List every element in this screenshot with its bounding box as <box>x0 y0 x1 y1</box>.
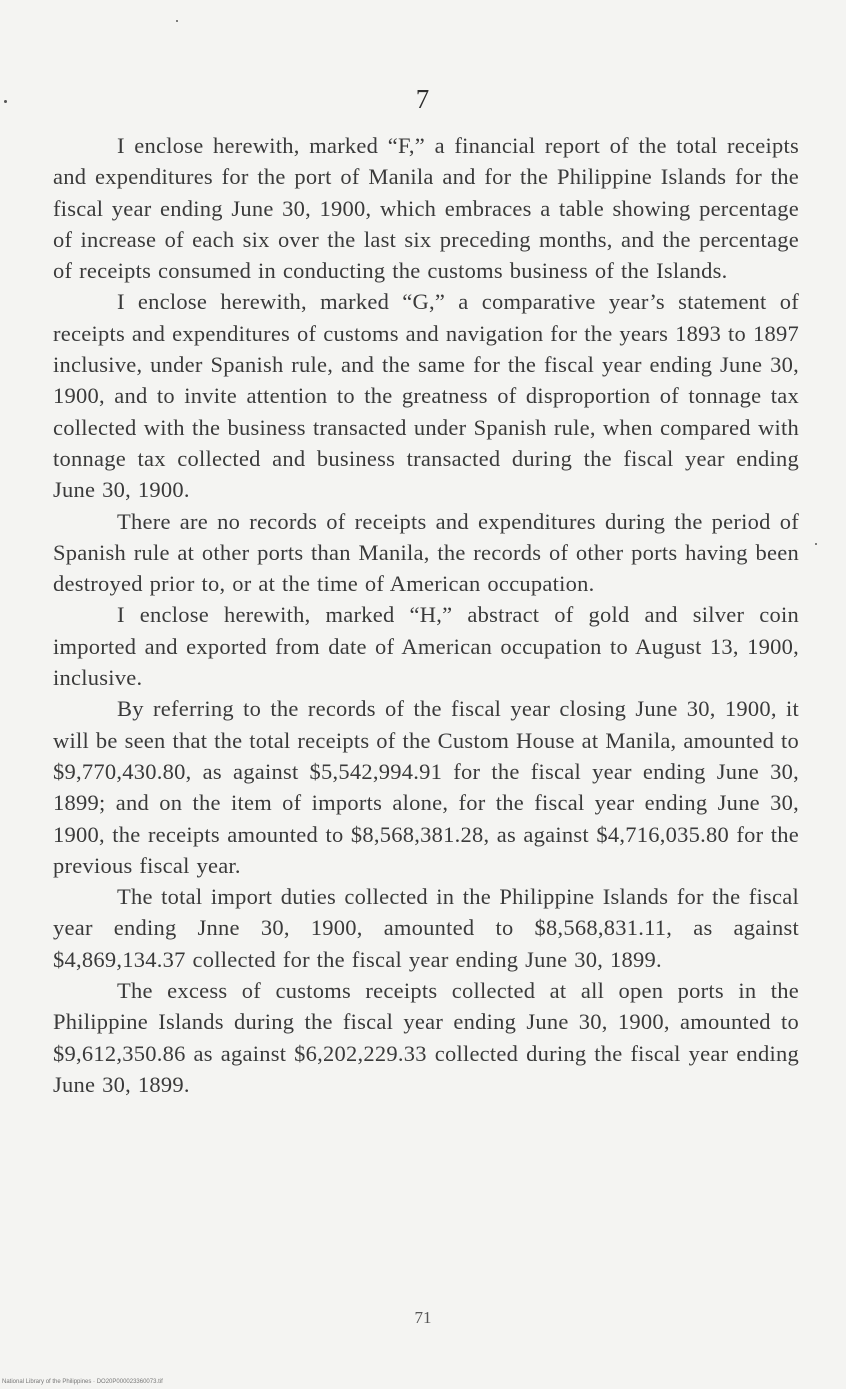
body-text <box>53 130 799 1100</box>
paragraph-enclosure-g: I enclose herewith, marked “G,” a comparative year’s statement of receipts and expenditures of customs and navigation for the years 1893 to 1897 inclusive, under Spanish rule, and the same for the fiscal year ending June 30, 1900, and to invite attention to the greatness of disproportion of tonnage tax collected with the business transacted under Spanish rule, when compared with tonnage tax collected and business transacted during the fiscal year ending June 30, 1900. <box>53 289 799 503</box>
scan-speck <box>815 543 817 545</box>
page-number: 7 <box>415 84 431 114</box>
scan-credit: National Library of the Philippines · DO20P000023360073.tif <box>2 1379 163 1385</box>
paragraph-no-records: There are no records of receipts and expenditures during the period of Spanish rule at other ports than Manila, the records of other ports having been destroyed prior to, or at the time of American occupation. <box>53 508 799 597</box>
paragraph-import-duties: The total import duties collected in the Philippine Islands for the fiscal year ending Jnne 30, 1900, amounted to $8,568,831.11, as against $4,869,134.37 collected for the fiscal year ending June 30, 1899. <box>53 884 799 972</box>
paragraph-manila-receipts: By referring to the records of the fiscal year closing June 30, 1900, it will be seen that the total receipts of the Custom House at Manila, amounted to $9,770,430.80, as against $5,542,994.91 for the fiscal year ending June 30, 1899; and on the item of imports alone, for the fiscal year ending June 30, 1900, the receipts amounted to $8,568,381.28, as against $4,716,035.80 for the previous fiscal year. <box>53 696 799 878</box>
footer-page-number: 71 <box>414 1308 432 1327</box>
paragraph-enclosure-f: I enclose herewith, marked “F,” a financial report of the total receipts and expenditures for the port of Manila and for the Philippine Islands for the fiscal year ending June 30, 1900, which embraces a table showing percentage of increase of each six over the last six preceding months, and the percentage of receipts consumed in conducting the customs business of the Islands. <box>53 133 799 284</box>
paragraph-enclosure-h: I enclose herewith, marked “H,” abstract of gold and silver coin imported and exported from date of American occupation to August 13, 1900, inclusive. <box>53 602 799 691</box>
scan-speck <box>176 20 178 22</box>
paragraph-excess-receipts: The excess of customs receipts collected at all open ports in the Philippine Islands during the fiscal year ending June 30, 1900, amounted to $9,612,350.86 as against $6,202,229.33 collected during the fiscal year ending June 30, 1899. <box>53 978 799 1097</box>
